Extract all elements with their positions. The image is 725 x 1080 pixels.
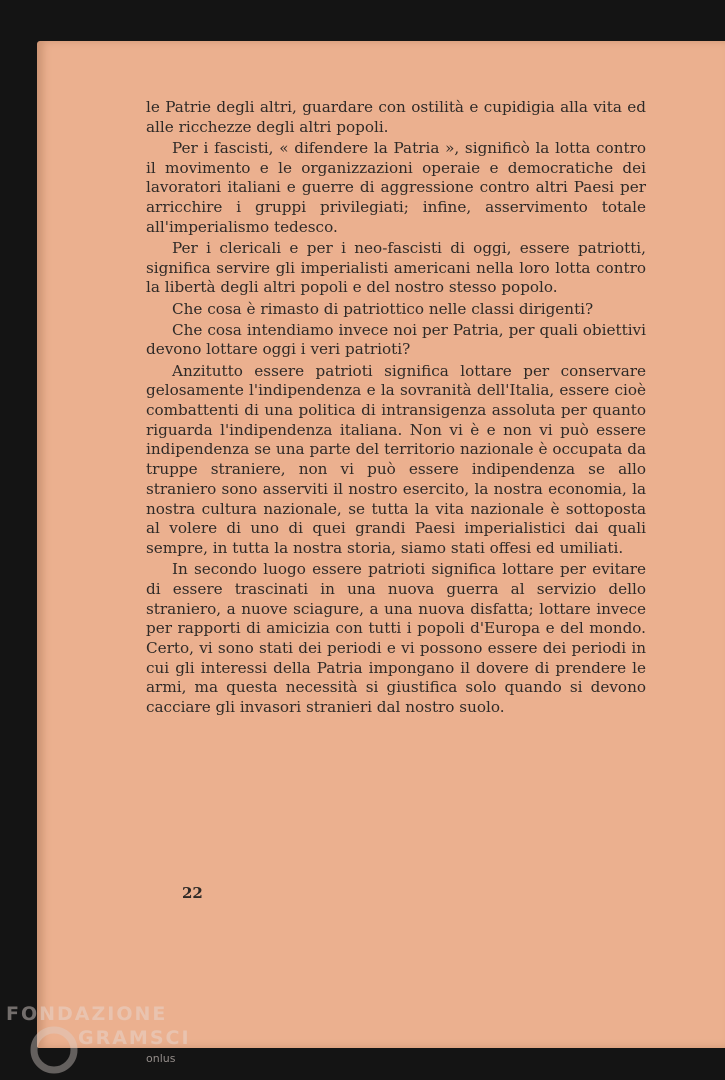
watermark-suffix: onlus xyxy=(146,1052,176,1065)
gramsci-logo-icon xyxy=(28,1024,80,1076)
page-number: 22 xyxy=(182,884,203,902)
paragraph-5: Che cosa intendiamo invece noi per Patria, per quali obiettivi devono lottare oggi i veri patrioti? xyxy=(146,320,646,359)
paragraph-1: le Patrie degli altri, guardare con ostilità e cupidigia alla vita ed alle ricchezze degli altri popoli. xyxy=(146,98,646,136)
watermark-line1: FONDAZIONE xyxy=(6,1003,168,1025)
paragraph-2: Per i fascisti, « difendere la Patria », significò la lotta contro il movimento e le organizzazioni operaie e democratiche dei lavoratori italiani e guerre di aggressione contro altri Paesi per arricchire i gruppi privilegiati; infine, asservimento totale all'imperialismo tedesco. xyxy=(146,138,646,236)
paragraph-6: Anzitutto essere patrioti significa lottare per conservare gelosamente l'indipendenza e la sovranità dell'Italia, essere cioè combattenti di una politica di intransigenza assoluta per quanto riguarda l'indipendenza italiana. Non vi è e non vi può essere indipendenza se una parte del territorio nazionale è occupata da truppe straniere, non vi può essere indipendenza se allo straniero sono asserviti il nostro esercito, la nostra economia, la nostra cultura nazionale, se tutta la vita nazionale è sottoposta al volere di uno di quei grandi Paesi imperialistici dai quali sempre, in tutta la nostra storia, siamo stati offesi ed umiliati. xyxy=(146,361,646,557)
watermark-line2: GRAMSCI xyxy=(78,1027,191,1049)
paragraph-4: Che cosa è rimasto di patriottico nelle classi dirigenti? xyxy=(172,299,594,318)
paragraph-3: Per i clericali e per i neo-fascisti di oggi, essere patriotti, significa servire gli imperialisti americani nella loro lotta contro la libertà degli altri popoli e del nostro stesso popolo. xyxy=(146,238,646,297)
paragraph-7: In secondo luogo essere patrioti significa lottare per evitare di essere trascinati in una nuova guerra al servizio dello straniero, a nuove sciagure, a una nuova disfatta; lottare invece per rapporti di amicizia con tutti i popoli d'Europa e del mondo. Certo, vi sono stati dei periodi e vi possono essere dei periodi in cui gli interessi della Patria impongano il dovere di prendere le armi, ma questa necessità si giustifica solo quando si devono cacciare gli invasori stranieri dal nostro suolo. xyxy=(146,560,646,717)
page-body xyxy=(146,98,646,718)
